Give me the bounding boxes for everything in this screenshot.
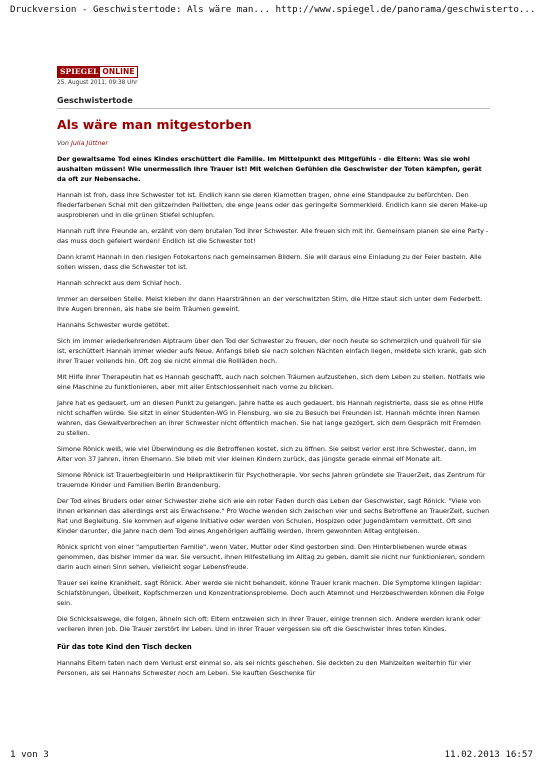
spiegel-online-logo bbox=[57, 66, 138, 78]
article-author bbox=[57, 139, 490, 147]
print-header: Druckversion - Geschwistertode: Als wäre man... http://www.spiegel.de/panorama/geschwisterto... bbox=[10, 4, 535, 15]
article-date: 25. August 2011, 09:38 Uhr bbox=[57, 80, 138, 86]
paragraph: Immer an derselben Stelle. Meist kleben ihr dann Haarsträhnen an der verschwitzten Stirn, die Hitze staut sich unter dem Federbett. Ihre Augen brennen, als habe sie beim Träumen geweint. bbox=[57, 295, 483, 313]
paragraph-last: Hannahs Eltern taten nach dem Verlust erst einmal so, als sei nichts geschehen. Sie deckten zu den Mahlzeiten weiterhin für vier Personen, als sei Hannahs Schwester noch am Leben. Sie kauften Geschenke für bbox=[57, 659, 472, 677]
paragraph: Trauer sei keine Krankheit, sagt Rönick. Aber werde sie nicht behandelt, könne Trauer krank machen. Die Symptome klingen lapidar: Schlafstörungen, Übelkeit, Kopfschmerzen und Konzentrationsprobleme. Doch auch Atemnot und Herzbeschwerden können die Folge sein. bbox=[57, 579, 485, 607]
paragraph: Hannahs Schwester wurde getötet. bbox=[57, 321, 170, 329]
paragraph: Hannah schreckt aus dem Schlaf hoch. bbox=[57, 279, 182, 287]
author-prefix: Von bbox=[57, 139, 71, 147]
paragraph: Jahre hat es gedauert, um an diesen Punkt zu gelangen. Jahre hatte es auch gedauert, bis Hannah registrierte, dass sie es ohne Hilfe nicht schaffen würde. Sie sitzt in einer Studenten-WG in Flensburg, wo sie zu Besuch bei Freunden ist. Hannah möchte ihren Namen wahren, das Gewaltverbrechen an ihrer Schwester nicht öffentlich machen. Sie hat lange gezögert, sich dem Gespräch mit Fremden zu stellen. bbox=[57, 399, 484, 437]
logo-part-online: ONLINE bbox=[102, 67, 135, 76]
author-name: Julia Jüttner bbox=[71, 139, 108, 147]
paragraph: Dann kramt Hannah in den riesigen Fotokartons nach gemeinsamen Bildern. Sie will daraus eine Einladung zu der Feier basteln. Alle sollen wissen, dass die Schwester tot ist. bbox=[57, 253, 482, 271]
paragraph: Rönick spricht von einer "amputierten Familie", wenn Vater, Mutter oder Kind gestorben sind. Den Hinterbliebenen wurde etwas genommen, das bisher immer da war. Sie versucht, ihnen Hilfestellung im Alltag zu geben, damit sie nicht nur funktionieren, sondern darin auch einen Sinn sehen, vielleicht sogar Lebensfreude. bbox=[57, 543, 485, 571]
paragraph: Mit Hilfe ihrer Therapeutin hat es Hannah geschafft, auch nach solchen Träumen aufzustehen, sich dem Leben zu stellen. Notfalls wie eine Maschine zu funktionieren, aber mit aller Entschlossenheit nach vorne zu blicken. bbox=[57, 373, 485, 391]
paragraph: Hannah ist froh, dass ihre Schwester tot ist. Endlich kann sie deren Klamotten tragen, ohne eine Standpauke zu befürchten. Den fliederfarbenen Schal mit den glitzernden Pailletten, die enge Jeans oder das geringelte Sommerkleid. Endlich kann sie deren Make-up ausprobieren und in die grünen Stiefel schlupfen. bbox=[57, 191, 488, 219]
page-number: 1 von 3 bbox=[10, 749, 49, 760]
article-subheading: Für das tote Kind den Tisch decken bbox=[57, 643, 192, 651]
article-intro: Der gewaltsame Tod eines Kindes erschüttert die Familie. Im Mittelpunkt des Mitgefühls - die Eltern: Was sie wohl aushalten müssen! Wie unermesslich ihre Trauer ist! Mit welchen Gefühlen die Geschwister der Toten kämpfen, gerät da oft zur Nebensache. bbox=[57, 155, 482, 183]
paragraph: Der Tod eines Bruders oder einer Schwester ziehe sich wie ein roter Faden durch das Leben der Geschwister, sagt Rönick. "Viele von ihnen erkennen das allerdings erst als Erwachsene." Pro Woche wenden sich zwischen vier und sechs Betroffene an TrauerZeit, suchen Rat und Begleitung. Sie kommen auf eigene Initiative oder werden von Schulen, Hospizen oder Jugendämtern vermittelt. Oft sind Kinder darunter, die Jahre nach dem Tod eines Angehörigen auffällig werden, ihrem gewohnten Alltag entgleisen. bbox=[57, 497, 490, 535]
paragraph: Simone Rönick ist Trauerbegleiterin und Heilpraktikerin für Psychotherapie. Vor sechs Jahren gründete sie TrauerZeit, das Zentrum für trauernde Kinder und Familien Berlin Brandenburg. bbox=[57, 471, 486, 489]
logo-part-spiegel: SPIEGEL bbox=[60, 67, 99, 76]
article bbox=[57, 59, 490, 678]
paragraph: Sich im immer wiederkehrenden Alptraum über den Tod der Schwester zu freuen, der noch heute so schmerzlich und qualvoll für sie ist, erschüttert Hannah immer wieder aufs Neue. Anfangs blieb sie nach solchen Nächten einfach liegen, meldete sich krank, gab sich ihrer Trauer vollends hin. Oft zog sie nicht einmal die Rollläden hoch. bbox=[57, 337, 487, 365]
paragraph: Die Schicksalswege, die folgen, ähneln sich oft: Eltern entzweien sich in ihrer Trauer, einige trennen sich. Andere werden krank oder verlieren ihren Job. Die Trauer zerstört ihr Leben. Und in ihrer Trauer vergessen sie oft die Geschwister ihres toten Kindes. bbox=[57, 615, 481, 633]
paragraph: Simone Rönick weiß, wie viel Überwindung es die Betroffenen kostet, sich zu öffnen. Sie selbst verlor erst ihre Schwester, dann, im Alter von 37 Jahren, ihren Ehemann. Sie blieb mit vier kleinen Kindern zurück, das jüngste gerade einmal elf Monate alt. bbox=[57, 445, 477, 463]
article-rubric: Geschwistertode bbox=[57, 96, 490, 109]
paragraph: Hannah ruft ihre Freunde an, erzählt von dem brutalen Tod ihrer Schwester. Alle freuen sich mit ihr. Gemeinsam planen sie eine Party - das muss doch gefeiert werden! Endlich ist die Schwester tot! bbox=[57, 227, 489, 245]
print-datetime: 11.02.2013 16:57 bbox=[444, 749, 533, 760]
article-title: Als wäre man mitgestorben bbox=[57, 117, 252, 132]
